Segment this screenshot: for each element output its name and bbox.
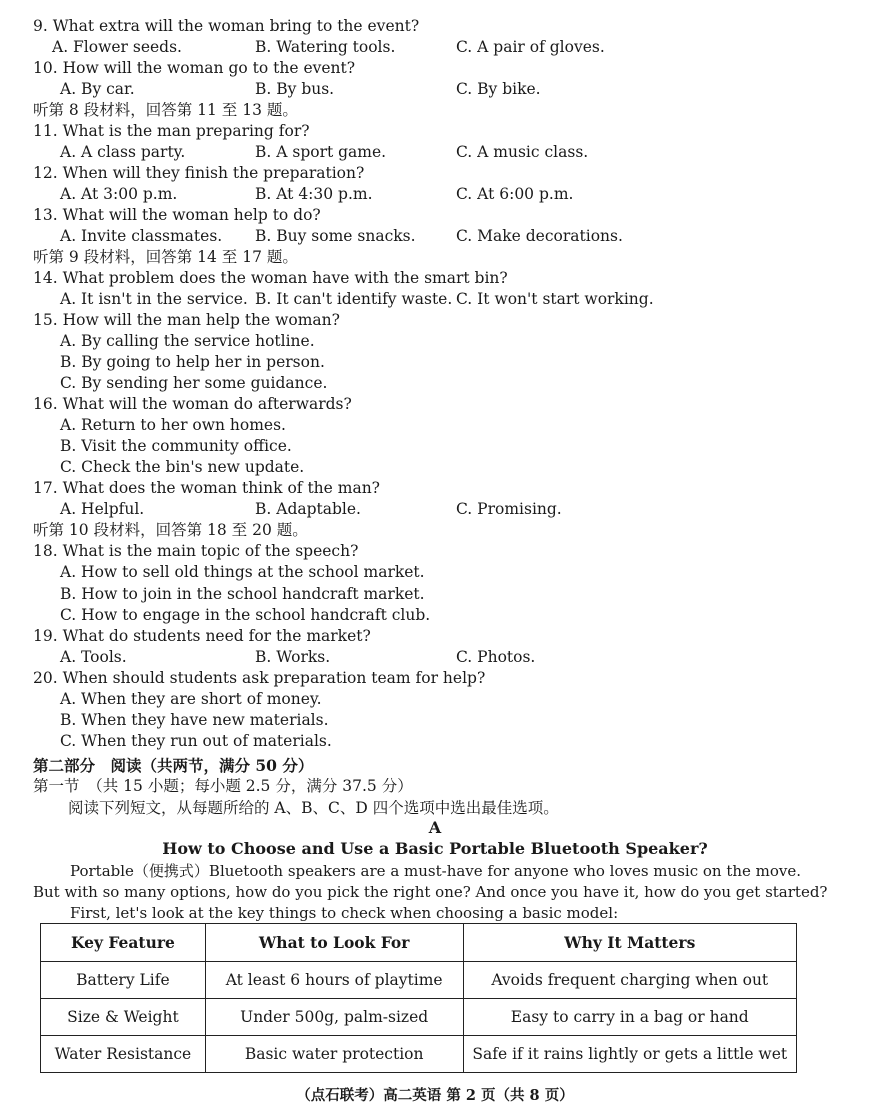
q13-option-b: B. Buy some snacks. (255, 227, 416, 245)
passage-paragraph-2: First, let's look at the key things to check when choosing a basic model: (70, 904, 619, 922)
q19-option-a: A. Tools. (60, 648, 127, 666)
q9-option-c: C. A pair of gloves. (456, 38, 605, 56)
table-header: What to Look For (205, 924, 463, 962)
q16-option-a: A. Return to her own homes. (60, 416, 286, 434)
table-cell: Basic water protection (205, 1036, 463, 1073)
table-cell: Size & Weight (41, 999, 206, 1036)
table-cell: Water Resistance (41, 1036, 206, 1073)
q14-option-a: A. It isn't in the service. (60, 290, 248, 308)
q17-option-c: C. Promising. (456, 500, 562, 518)
table-cell: Easy to carry in a bag or hand (463, 999, 797, 1036)
section-instruction-10: 听第 10 段材料，回答第 18 至 20 题。 (33, 521, 308, 539)
table-cell: Safe if it rains lightly or gets a little wet (463, 1036, 797, 1073)
q17-option-a: A. Helpful. (60, 500, 145, 518)
passage-letter: A (428, 818, 442, 837)
part2-instruction: 阅读下列短文，从每题所给的 A、B、C、D 四个选项中选出最佳选项。 (68, 799, 559, 817)
q20-option-a: A. When they are short of money. (60, 690, 322, 708)
question-17: 17. What does the woman think of the man? (33, 479, 380, 497)
table-header: Key Feature (41, 924, 206, 962)
q10-option-b: B. By bus. (255, 80, 335, 98)
passage-paragraph-1-line-2: But with so many options, how do you pick the right one? And once you have it, how do you get started? (33, 883, 828, 901)
q11-option-a: A. A class party. (60, 143, 186, 161)
passage-paragraph-1-line-1: Portable（便携式）Bluetooth speakers are a must-have for anyone who loves music on the move. (70, 862, 802, 880)
question-18: 18. What is the main topic of the speech? (33, 542, 359, 560)
question-9: 9. What extra will the woman bring to the event? (33, 17, 420, 35)
q18-option-a: A. How to sell old things at the school market. (60, 563, 425, 581)
question-15: 15. How will the man help the woman? (33, 311, 340, 329)
q19-option-c: C. Photos. (456, 648, 536, 666)
q18-option-c: C. How to engage in the school handcraft club. (60, 606, 431, 624)
table-cell: Battery Life (41, 962, 206, 999)
q12-option-b: B. At 4:30 p.m. (255, 185, 373, 203)
q11-option-b: B. A sport game. (255, 143, 387, 161)
q9-option-b: B. Watering tools. (255, 38, 396, 56)
part2-section1: 第一节 （共 15 小题；每小题 2.5 分，满分 37.5 分） (33, 777, 413, 795)
q12-option-c: C. At 6:00 p.m. (456, 185, 574, 203)
passage-title: How to Choose and Use a Basic Portable Bluetooth Speaker? (162, 839, 708, 858)
part2-heading: 第二部分 阅读（共两节，满分 50 分） (33, 756, 314, 775)
q18-option-b: B. How to join in the school handcraft market. (60, 585, 425, 603)
q10-option-a: A. By car. (60, 80, 135, 98)
question-14: 14. What problem does the woman have with the smart bin? (33, 269, 508, 287)
q20-option-c: C. When they run out of materials. (60, 732, 332, 750)
q15-option-a: A. By calling the service hotline. (60, 332, 315, 350)
table-header-row (41, 924, 797, 962)
section-instruction-8: 听第 8 段材料，回答第 11 至 13 题。 (33, 101, 298, 119)
question-12: 12. When will they finish the preparation? (33, 164, 365, 182)
q14-option-c: C. It won't start working. (456, 290, 654, 308)
q11-option-c: C. A music class. (456, 143, 589, 161)
table-row (41, 999, 797, 1036)
q17-option-b: B. Adaptable. (255, 500, 361, 518)
q14-option-b: B. It can't identify waste. (255, 290, 453, 308)
question-13: 13. What will the woman help to do? (33, 206, 321, 224)
q13-option-a: A. Invite classmates. (60, 227, 223, 245)
q10-option-c: C. By bike. (456, 80, 541, 98)
q16-option-c: C. Check the bin's new update. (60, 458, 305, 476)
question-16: 16. What will the woman do afterwards? (33, 395, 352, 413)
table-header: Why It Matters (463, 924, 797, 962)
q12-option-a: A. At 3:00 p.m. (60, 185, 178, 203)
table-cell: Avoids frequent charging when out (463, 962, 797, 999)
table-row (41, 962, 797, 999)
question-10: 10. How will the woman go to the event? (33, 59, 356, 77)
feature-table (40, 923, 797, 1073)
q16-option-b: B. Visit the community office. (60, 437, 292, 455)
section-instruction-9: 听第 9 段材料，回答第 14 至 17 题。 (33, 248, 298, 266)
question-20: 20. When should students ask preparation team for help? (33, 669, 486, 687)
question-11: 11. What is the man preparing for? (33, 122, 310, 140)
page-footer: （点石联考）高二英语 第 2 页（共 8 页） (296, 1087, 574, 1104)
q9-option-a: A. Flower seeds. (52, 38, 182, 56)
table-cell: Under 500g, palm-sized (205, 999, 463, 1036)
q19-option-b: B. Works. (255, 648, 331, 666)
q15-option-c: C. By sending her some guidance. (60, 374, 328, 392)
q20-option-b: B. When they have new materials. (60, 711, 329, 729)
table-cell: At least 6 hours of playtime (205, 962, 463, 999)
table-row (41, 1036, 797, 1073)
question-19: 19. What do students need for the market? (33, 627, 371, 645)
q13-option-c: C. Make decorations. (456, 227, 623, 245)
q15-option-b: B. By going to help her in person. (60, 353, 325, 371)
